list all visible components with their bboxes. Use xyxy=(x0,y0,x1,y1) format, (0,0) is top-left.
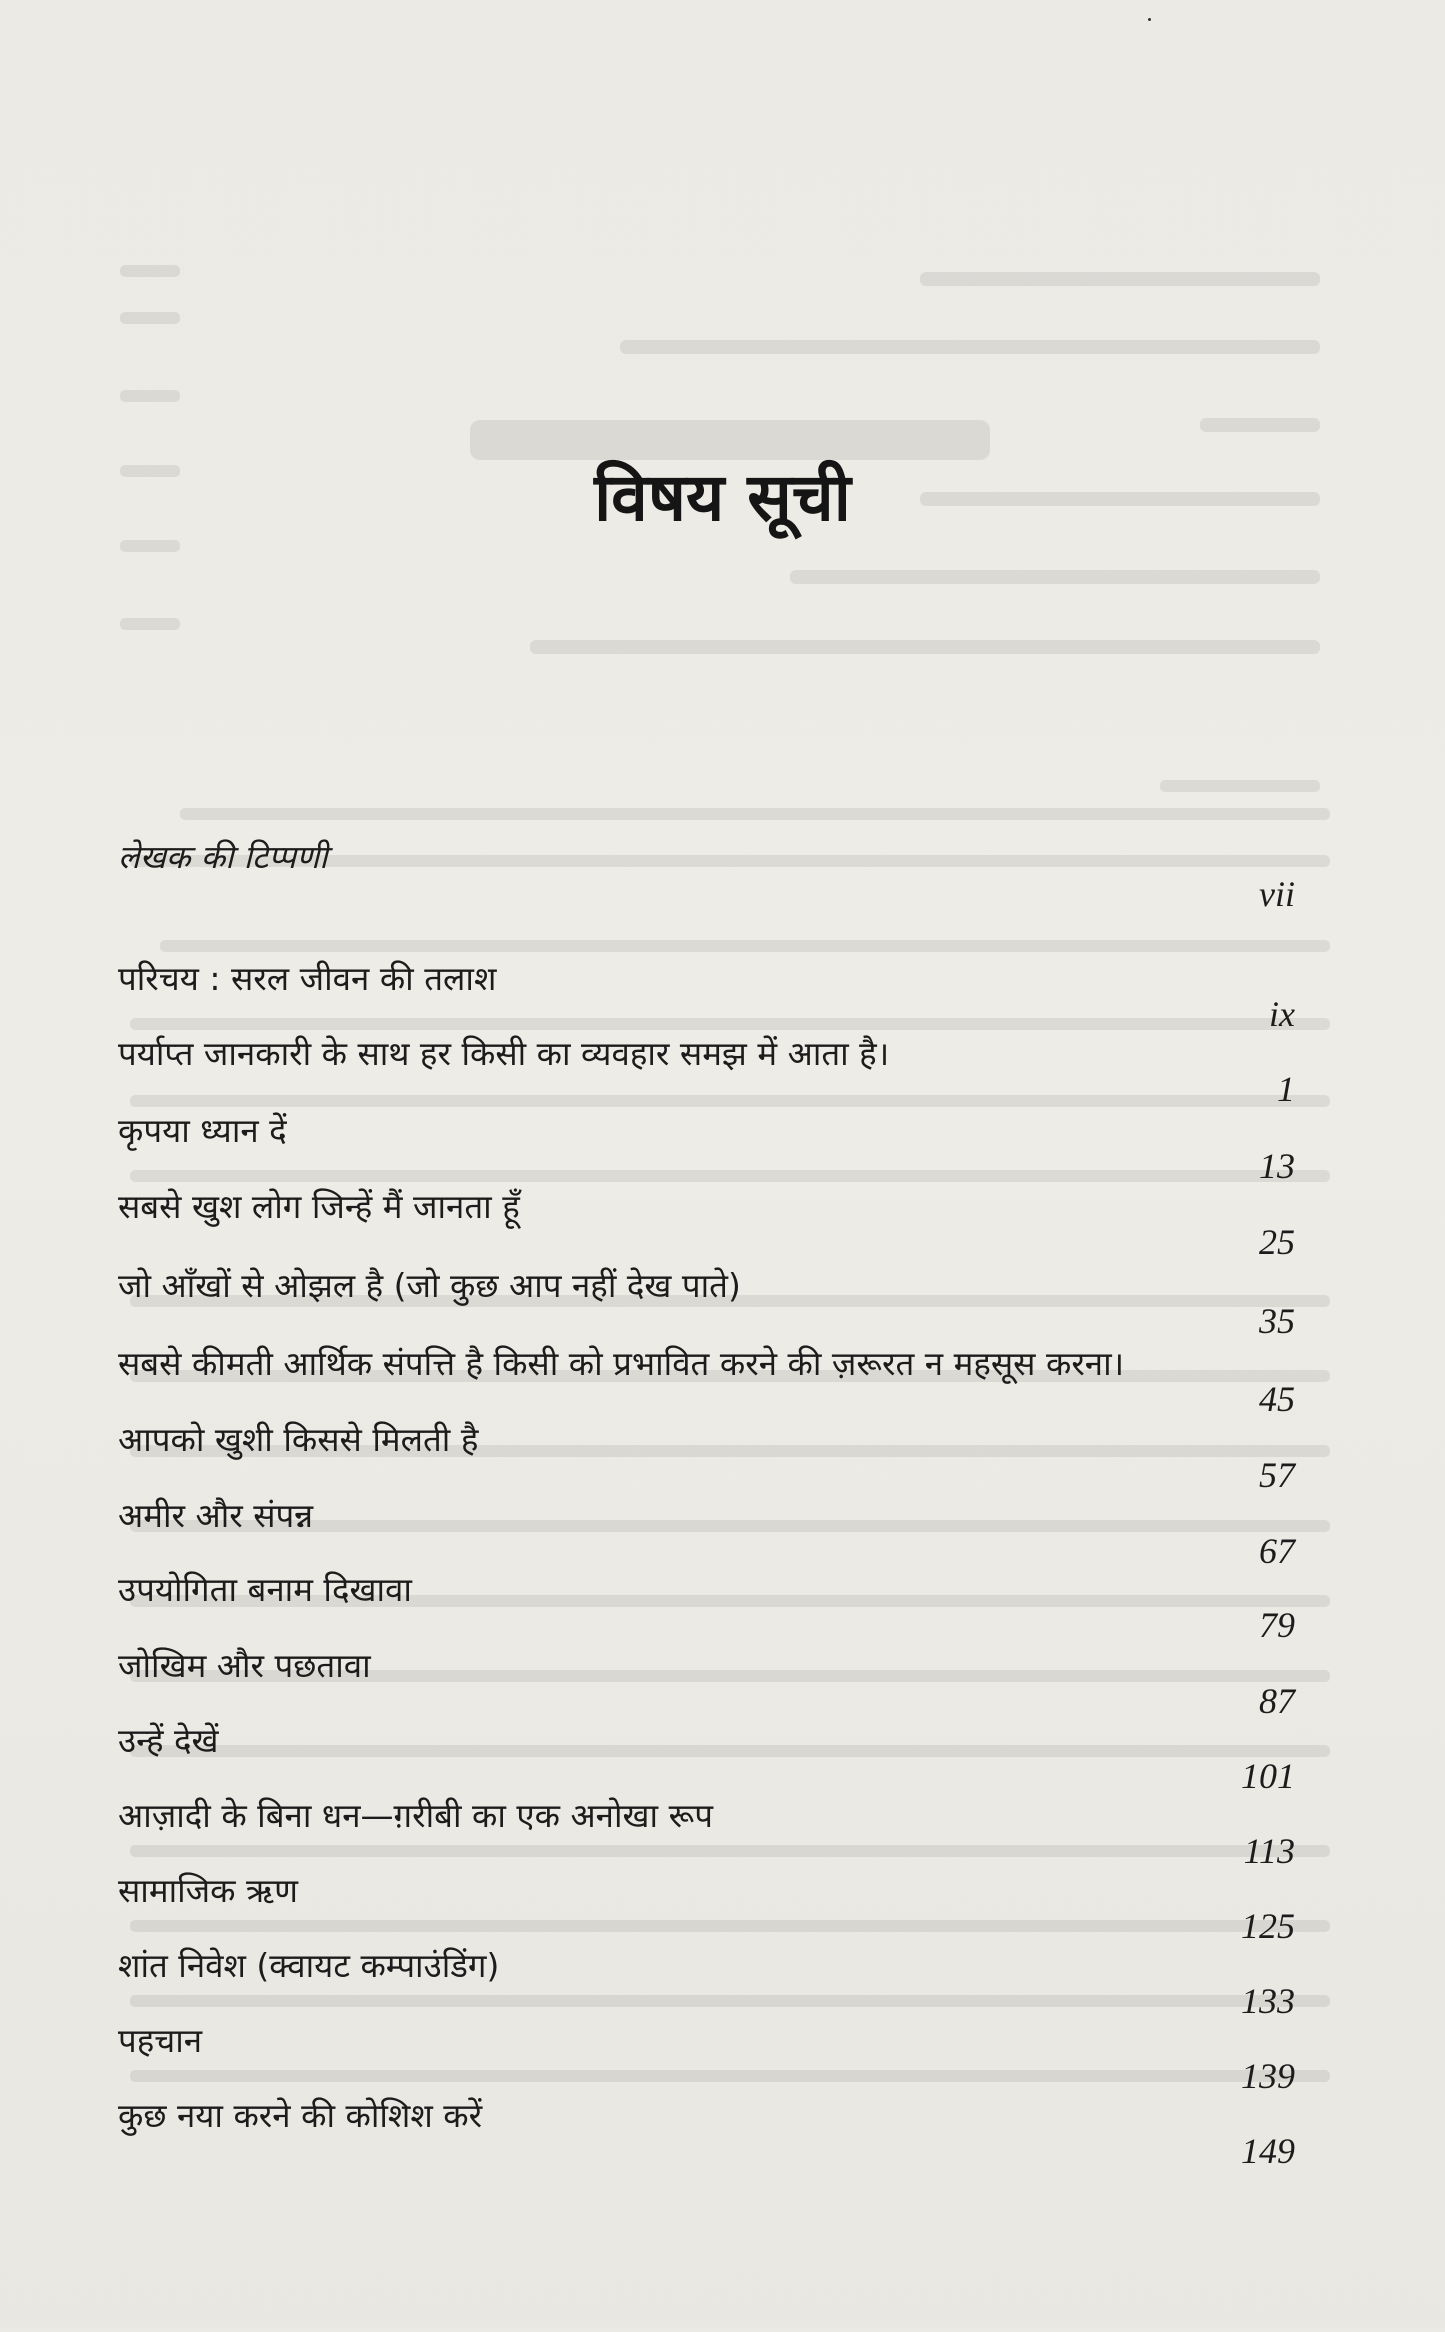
toc-entry xyxy=(0,1492,1445,1571)
toc-entry xyxy=(0,955,1445,1034)
toc-entry-page-number: 87 xyxy=(1259,1681,1295,1721)
toc-entry xyxy=(0,1717,1445,1796)
toc-entry-page-number: 101 xyxy=(1241,1756,1295,1796)
toc-entry-page-number: 1 xyxy=(1277,1069,1295,1109)
ink-speck xyxy=(1148,18,1151,21)
toc-entry xyxy=(0,1183,1445,1262)
toc-entry-title: आज़ादी के बिना धन—ग़रीबी का एक अनोखा रूप xyxy=(118,1796,713,1835)
toc-entry-page-number: 113 xyxy=(1243,1831,1295,1871)
toc-entry-title: सबसे खुश लोग जिन्हें मैं जानता हूँ xyxy=(118,1187,520,1226)
toc-entry-title: पहचान xyxy=(118,2021,203,2060)
toc-entry-title: लेखक की टिप्पणी xyxy=(118,838,328,876)
toc-entry-title: परिचय : सरल जीवन की तलाश xyxy=(118,959,497,998)
toc-entry-title: उन्हें देखें xyxy=(118,1721,219,1760)
toc-entry-page-number: 79 xyxy=(1259,1605,1295,1645)
toc-entry-title: उपयोगिता बनाम दिखावा xyxy=(118,1570,412,1609)
toc-entry-page-number: ix xyxy=(1269,994,1295,1034)
toc-entry-title: जो आँखों से ओझल है (जो कुछ आप नहीं देख पाते) xyxy=(118,1266,741,1305)
toc-entry-title: कुछ नया करने की कोशिश करें xyxy=(118,2096,483,2135)
toc-entry xyxy=(0,1262,1445,1341)
toc-entry xyxy=(0,1416,1445,1495)
toc-entry-page-number: 45 xyxy=(1259,1379,1295,1419)
toc-entry-page-number: 35 xyxy=(1259,1301,1295,1341)
toc-entry xyxy=(0,1030,1445,1109)
toc-entry-title: सामाजिक ऋण xyxy=(118,1871,299,1910)
toc-entry xyxy=(0,2017,1445,2096)
toc-entry-page-number: 133 xyxy=(1241,1981,1295,2021)
toc-entry-title: जोखिम और पछतावा xyxy=(118,1646,371,1685)
toc-entry xyxy=(0,835,1445,914)
toc-entry-title: पर्याप्त जानकारी के साथ हर किसी का व्यवहार समझ में आता है। xyxy=(118,1034,890,1073)
toc-entry-page-number: 139 xyxy=(1241,2056,1295,2096)
toc-entry-title: कृपया ध्यान दें xyxy=(118,1111,287,1150)
toc-entry-page-number: vii xyxy=(1259,874,1295,914)
toc-entry-page-number: 149 xyxy=(1241,2131,1295,2171)
toc-entry xyxy=(0,1566,1445,1645)
toc-entry-title: सबसे कीमती आर्थिक संपत्ति है किसी को प्रभावित करने की ज़रूरत न महसूस करना। xyxy=(118,1344,1125,1383)
toc-entry-page-number: 67 xyxy=(1259,1531,1295,1571)
toc-entry-page-number: 125 xyxy=(1241,1906,1295,1946)
toc-entry-title: आपको खुशी किससे मिलती है xyxy=(118,1420,479,1459)
toc-entry xyxy=(0,1340,1445,1419)
toc-entry xyxy=(0,2092,1445,2171)
toc-entry xyxy=(0,1942,1445,2021)
toc-entry xyxy=(0,1867,1445,1946)
toc-entry-page-number: 57 xyxy=(1259,1455,1295,1495)
toc-entry xyxy=(0,1107,1445,1186)
toc-entry-page-number: 25 xyxy=(1259,1222,1295,1262)
toc-entry-title: अमीर और संपन्न xyxy=(118,1496,314,1535)
toc-entry xyxy=(0,1792,1445,1871)
toc-entry-page-number: 13 xyxy=(1259,1146,1295,1186)
toc-entry xyxy=(0,1642,1445,1721)
page-title: विषय सूची xyxy=(594,459,851,536)
toc-entry-title: शांत निवेश (क्वायट कम्पाउंडिंग) xyxy=(118,1946,500,1985)
